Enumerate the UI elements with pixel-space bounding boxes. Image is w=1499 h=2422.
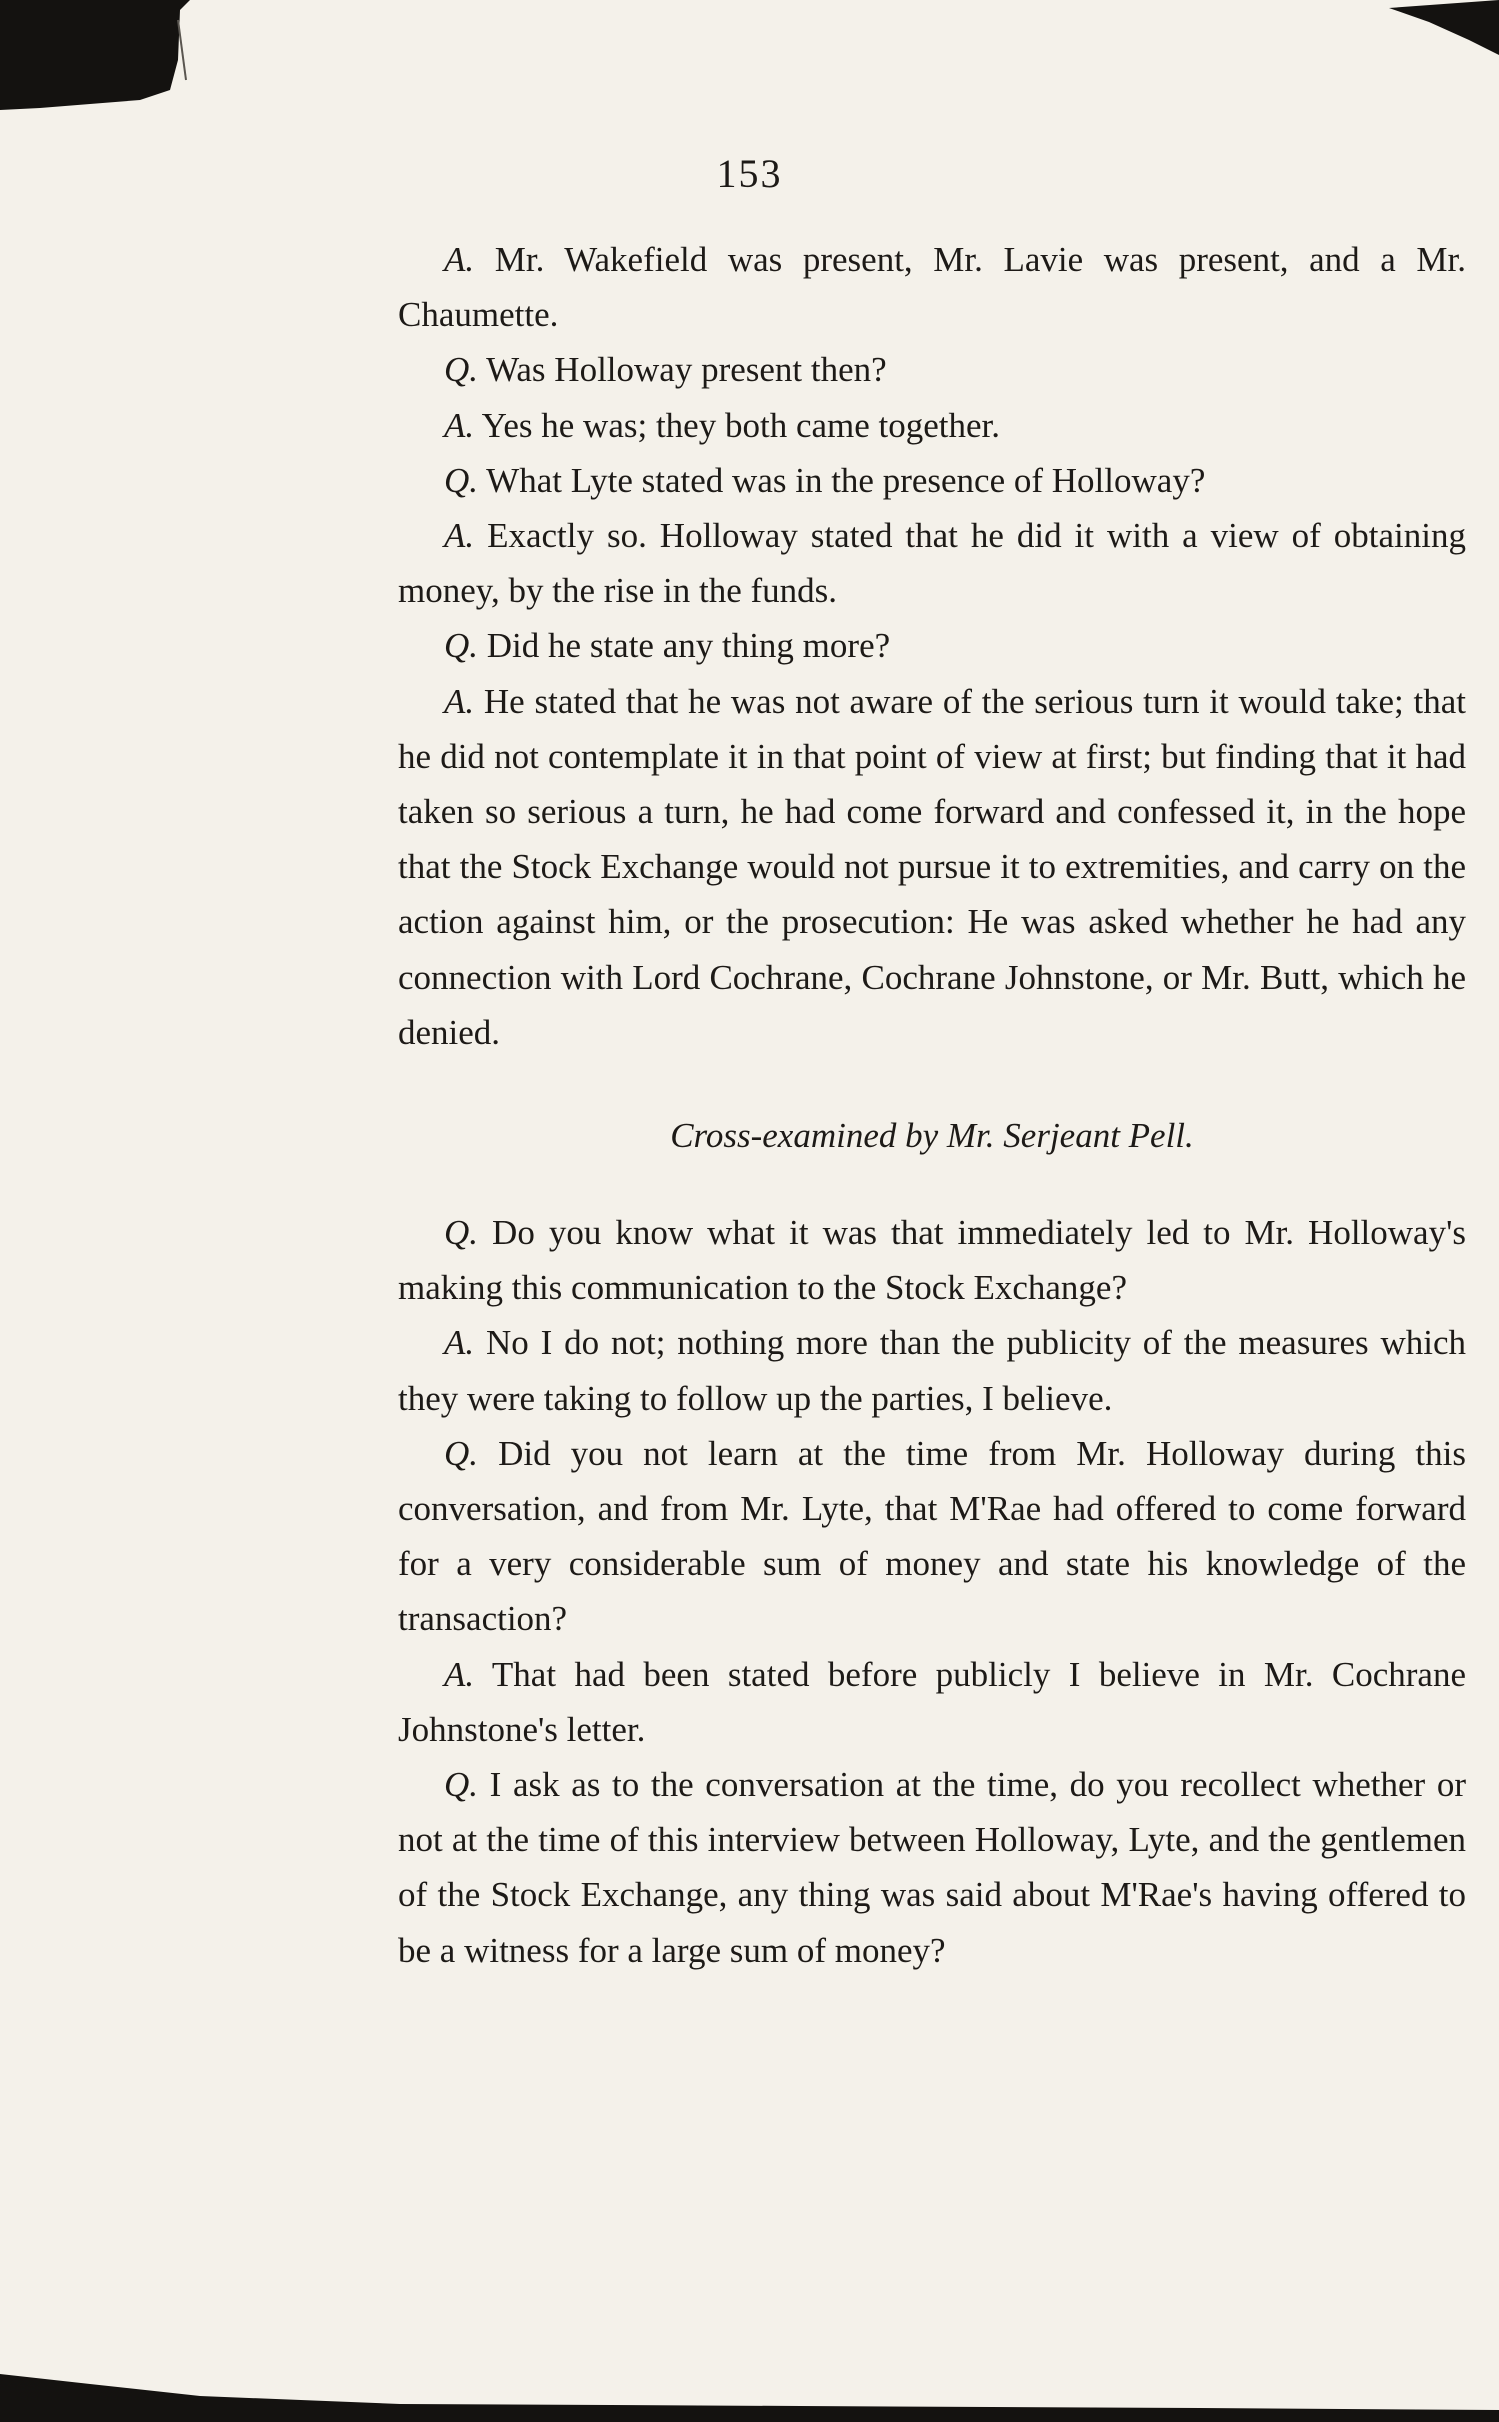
speaker-label: Q. <box>444 350 479 390</box>
paragraph-text: No I do not; nothing more than the publicity of the measures which they were taking to follow up the parties, I believe. <box>398 1323 1467 1418</box>
paragraph-text: What Lyte stated was in the presence of Holloway? <box>486 460 1206 500</box>
speaker-label: A. <box>444 240 475 279</box>
qa-section-top <box>398 232 1466 1060</box>
qa-paragraph <box>398 618 1466 673</box>
scan-corner-shadow-top-left <box>0 0 200 120</box>
qa-paragraph <box>398 508 1466 618</box>
scan-edge-shadow-bottom <box>0 2362 1499 2422</box>
scan-corner-shadow-top-right <box>1389 0 1499 60</box>
speaker-label: A. <box>444 405 475 445</box>
paragraph-text: Did he state any thing more? <box>486 626 891 666</box>
paragraph-text: Mr. Wakefield was present, Mr. Lavie was present, and a Mr. Chaumette. <box>398 240 1466 335</box>
speaker-label: A. <box>444 681 475 721</box>
speaker-label: Q. <box>444 626 479 666</box>
speaker-label: Q. <box>444 1765 479 1805</box>
paragraph-text: I ask as to the conversation at the time, do you recollect whether or not at the time of this interview between Holloway, Lyte, and the gentlemen of the Stock Exchange, any thing was said about M'Rae's having offered to be a witness for a large sum of money? <box>398 1765 1466 1970</box>
speaker-label: A. <box>444 1323 475 1363</box>
paragraph-text: Yes he was; they both came together. <box>481 405 1001 445</box>
qa-paragraph <box>398 453 1466 508</box>
paragraph-text: Exactly so. Holloway stated that he did it with a view of obtaining money, by the rise in the funds. <box>398 516 1466 611</box>
qa-paragraph <box>398 1647 1466 1757</box>
section-heading: Cross-examined by Mr. Serjeant Pell. <box>670 1116 1194 1156</box>
speaker-label: Q. <box>444 1213 479 1253</box>
qa-paragraph <box>398 1757 1466 1978</box>
speaker-label: Q. <box>444 460 479 500</box>
paragraph-text: Did you not learn at the time from Mr. Holloway during this conversation, and from Mr. Lyte, that M'Rae had offered to come forward for a very considerable sum of money and state his knowledge of the transaction? <box>398 1433 1467 1639</box>
paragraph-text: Do you know what it was that immediately led to Mr. Holloway's making this communication to the Stock Exchange? <box>398 1213 1467 1308</box>
text-body <box>398 232 1466 1978</box>
qa-paragraph <box>398 1315 1466 1425</box>
paragraph-text: That had been stated before publicly I believe in Mr. Cochrane Johnstone's letter. <box>398 1654 1466 1749</box>
paragraph-text: Was Holloway present then? <box>486 350 887 390</box>
qa-paragraph <box>398 674 1466 1060</box>
qa-paragraph <box>398 342 1466 397</box>
paragraph-text: He stated that he was not aware of the serious turn it would take; that he did not contemplate it in that point of view at first; but finding that it had taken so serious a turn, he had come forward and confessed it, in the hope that the Stock Exchange would not pursue it to extremities, and carry on the action against him, or the prosecution: He was asked whether he had any connection with Lord Cochrane, Cochrane Johnstone, or Mr. Butt, which he denied. <box>398 681 1467 1052</box>
speaker-label: Q. <box>444 1433 479 1473</box>
qa-section-bottom <box>398 1205 1466 1978</box>
speaker-label: A. <box>444 516 475 556</box>
qa-paragraph <box>398 232 1466 342</box>
qa-paragraph <box>398 1426 1466 1647</box>
qa-paragraph <box>398 1205 1466 1315</box>
qa-paragraph <box>398 398 1466 453</box>
speaker-label: A. <box>444 1654 475 1694</box>
page-number: 153 <box>716 151 783 196</box>
